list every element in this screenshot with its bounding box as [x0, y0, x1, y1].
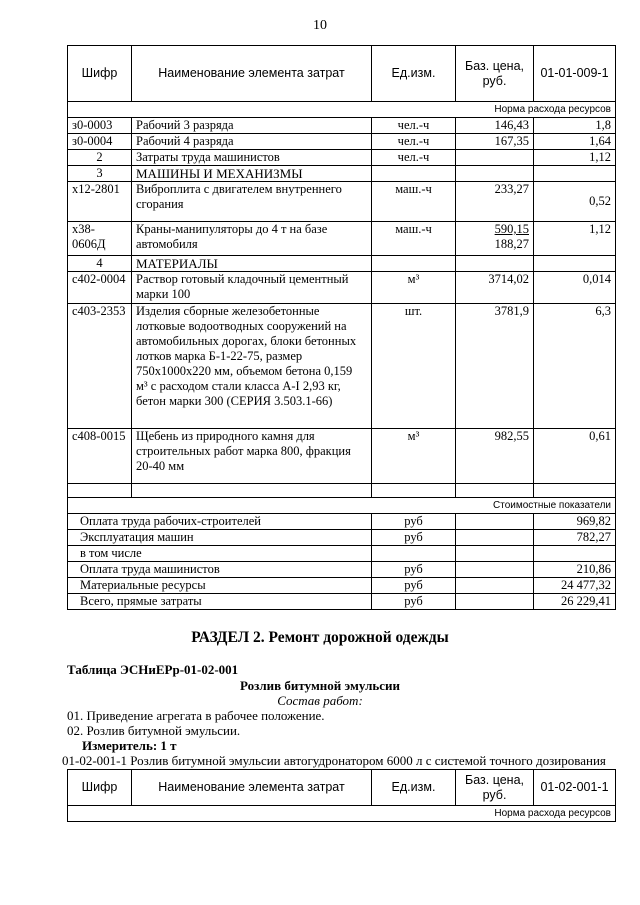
- row-unit: чел.-ч: [372, 118, 456, 134]
- page-number: 10: [313, 18, 327, 33]
- header-price: [456, 770, 534, 806]
- table-header-row: [68, 46, 616, 102]
- row-name: МАТЕРИАЛЫ: [132, 256, 372, 272]
- norm-label: Норма расхода ресурсов: [68, 806, 616, 822]
- row-qty: 0,61: [534, 429, 616, 484]
- row-code: з0-0003: [68, 118, 132, 134]
- header-norm-code: 01-02-001-1: [534, 770, 616, 806]
- table-row: [68, 304, 616, 429]
- row-code: з0-0004: [68, 134, 132, 150]
- row-qty: 1,12: [534, 222, 616, 256]
- header-name: Наименование элемента затрат: [132, 46, 372, 102]
- cost-row: Материальные ресурсы руб 24 477,32: [68, 578, 616, 594]
- work-item: 01. Приведение агрегата в рабочее положение.: [67, 708, 325, 723]
- cost-row: Оплата труда рабочих-строителей руб 969,82: [68, 514, 616, 530]
- row-code: х12-2801: [68, 182, 132, 222]
- table-row: [68, 272, 616, 304]
- row-price: 3714,02: [456, 272, 534, 304]
- row-name: Рабочий 4 разряда: [132, 134, 372, 150]
- row-price: 167,35: [456, 134, 534, 150]
- table-row: [68, 222, 616, 256]
- row-code: 4: [68, 256, 132, 272]
- row-name: Раствор готовый кладочный цементный марки 100: [132, 272, 372, 304]
- row-price: 233,27: [456, 182, 534, 222]
- cost-row: Всего, прямые затраты руб 26 229,41: [68, 594, 616, 610]
- row-unit: чел.-ч: [372, 150, 456, 166]
- header-price-line1: Баз. цена,: [465, 772, 524, 787]
- table-row: [68, 256, 616, 272]
- row-code: с402-0004: [68, 272, 132, 304]
- row-name: Щебень из природного камня для строительных работ марка 800, фракция 20-40 мм: [132, 429, 372, 484]
- norm-label-row: [68, 102, 616, 118]
- norm-label: Норма расхода ресурсов: [68, 102, 616, 118]
- row-unit: чел.-ч: [372, 134, 456, 150]
- table-title: Розлив битумной эмульсии: [240, 678, 400, 693]
- header-unit: Ед.изм.: [372, 770, 456, 806]
- row-name: Затраты труда машинистов: [132, 150, 372, 166]
- table-row: [68, 150, 616, 166]
- row-code: с403-2353: [68, 304, 132, 429]
- header-price-line2: руб.: [482, 73, 507, 88]
- header-unit: Ед.изм.: [372, 46, 456, 102]
- table-row: [68, 118, 616, 134]
- work-item: 02. Розлив битумной эмульсии.: [67, 723, 241, 738]
- row-unit: м³: [372, 429, 456, 484]
- header-price-line2: руб.: [482, 787, 507, 802]
- meter: Измеритель: 1 т: [82, 738, 177, 753]
- table-header-row: [68, 770, 616, 806]
- norm-label-row: [68, 806, 616, 822]
- row-unit: маш.-ч: [372, 222, 456, 256]
- row-name: Изделия сборные железобетонные лотковые водоотводных сооружений на автомобильных дорогах, блоки бетонных лотков марка Б-1-22-75, размер 750х1000х220 мм, объемом бетона 0,159 м³ с расходом стали класса А-I 2,93 кг, бетон марки 300 (СЕРИЯ 3.503.1-66): [132, 304, 372, 429]
- row-unit: шт.: [372, 304, 456, 429]
- table-row: [68, 429, 616, 484]
- row-code: с408-0015: [68, 429, 132, 484]
- row-qty: 0,52: [534, 182, 616, 222]
- header-code: Шифр: [68, 770, 132, 806]
- row-name: Виброплита с двигателем внутреннего сгорания: [132, 182, 372, 222]
- item-title: 01-02-001-1 Розлив битумной эмульсии автогудронатором 6000 л с системой точного дозирования: [62, 753, 606, 768]
- header-code: Шифр: [68, 46, 132, 102]
- header-norm-code: 01-01-009-1: [534, 46, 616, 102]
- row-code: х38-0606Д: [68, 222, 132, 256]
- cost-label: Стоимостные показатели: [68, 498, 616, 514]
- row-price: 590,15 188,27: [456, 222, 534, 256]
- row-name: МАШИНЫ И МЕХАНИЗМЫ: [132, 166, 372, 182]
- table-row: [68, 182, 616, 222]
- row-qty: 1,8: [534, 118, 616, 134]
- row-qty: 6,3: [534, 304, 616, 429]
- cost-label-row: [68, 498, 616, 514]
- row-qty: 1,64: [534, 134, 616, 150]
- row-qty: 0,014: [534, 272, 616, 304]
- table-row: [68, 484, 616, 498]
- row-price: 982,55: [456, 429, 534, 484]
- cost-row: Оплата труда машинистов руб 210,86: [68, 562, 616, 578]
- header-price: [456, 46, 534, 102]
- table-row: [68, 166, 616, 182]
- row-unit: м³: [372, 272, 456, 304]
- row-qty: 1,12: [534, 150, 616, 166]
- table-label: Таблица ЭСНиЕРр-01-02-001: [67, 662, 239, 677]
- section-title: РАЗДЕЛ 2. Ремонт дорожной одежды: [191, 629, 449, 646]
- table-row: [68, 134, 616, 150]
- cost-row: в том числе: [68, 546, 616, 562]
- row-code: 2: [68, 150, 132, 166]
- row-name: Краны-манипуляторы до 4 т на базе автомобиля: [132, 222, 372, 256]
- resource-table: [67, 45, 616, 610]
- cost-row: Эксплуатация машин руб 782,27: [68, 530, 616, 546]
- row-price: 146,43: [456, 118, 534, 134]
- row-price: 3781,9: [456, 304, 534, 429]
- header-name: Наименование элемента затрат: [132, 770, 372, 806]
- header-price-line1: Баз. цена,: [465, 58, 524, 73]
- resource-table-2: [67, 769, 616, 822]
- row-name: Рабочий 3 разряда: [132, 118, 372, 134]
- row-code: 3: [68, 166, 132, 182]
- row-unit: маш.-ч: [372, 182, 456, 222]
- works-title: Состав работ:: [277, 693, 363, 708]
- row-price: [456, 150, 534, 166]
